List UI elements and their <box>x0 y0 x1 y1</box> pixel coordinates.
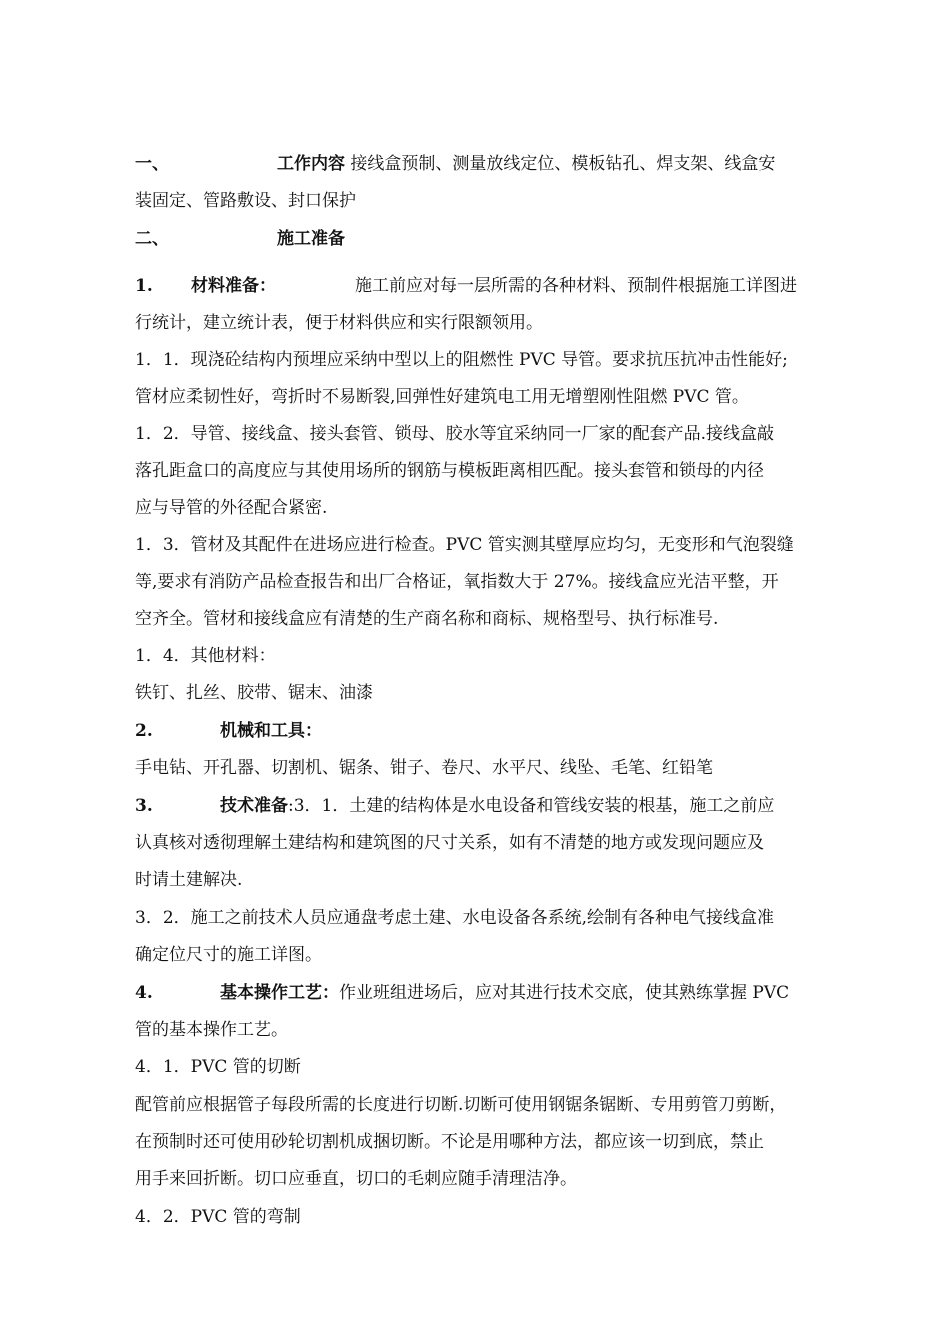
item-1-2-line-2: 落孔距盒口的高度应与其使用场所的钢筋与模板距离相匹配。接头套管和锁母的内径 <box>135 461 764 481</box>
item-2-heading <box>135 719 322 743</box>
item-4-1-line-2: 在预制时还可使用砂轮切割机成捆切断。不论是用哪种方法，都应该一切到底，禁止 <box>135 1132 764 1152</box>
item-3-number: 3. <box>135 796 153 816</box>
item-3-2-line-2: 确定位尺寸的施工详图。 <box>135 945 322 965</box>
item-1-3-line-3: 空齐全。管材和接线盒应有清楚的生产商名称和商标、规格型号、执行标准号. <box>135 609 719 629</box>
item-4-heading <box>135 981 789 1005</box>
item-1-number: 1. <box>135 276 153 296</box>
item-3-2-line-1: 3．2．施工之前技术人员应通盘考虑土建、水电设备各系统,绘制有各种电气接线盒准 <box>135 908 775 928</box>
item-1-1-line-1: 1．1．现浇砼结构内预埋应采纳中型以上的阻燃性 PVC 导管。要求抗压抗冲击性能好; <box>135 350 788 370</box>
item-3-heading <box>135 794 774 818</box>
section-2-number: 二、 <box>135 229 169 249</box>
item-2-text: 手电钻、开孔器、切割机、锯条、钳子、卷尺、水平尺、线坠、毛笔、红铅笔 <box>135 758 713 778</box>
item-1-1-line-2: 管材应柔韧性好，弯折时不易断裂,回弹性好建筑电工用无增塑刚性阻燃 PVC 管。 <box>135 387 749 407</box>
item-1-4-line-2: 铁钉、扎丝、胶带、锯末、油漆 <box>135 683 373 703</box>
section-1-text: 接线盒预制、测量放线定位、模板钻孔、焊支架、线盒安 <box>350 154 776 174</box>
item-1-heading <box>135 274 797 298</box>
item-4-2-heading: 4．2．PVC 管的弯制 <box>135 1207 301 1227</box>
item-4-1-heading: 4．1．PVC 管的切断 <box>135 1057 301 1077</box>
section-1-heading <box>135 152 775 176</box>
item-1-4-line-1: 1．4．其他材料： <box>135 646 276 666</box>
item-3-text-line-3: 时请土建解决. <box>135 870 243 890</box>
item-3-title: 技术准备 <box>220 796 288 816</box>
section-2-heading <box>135 227 345 251</box>
item-4-1-line-1: 配管前应根据管子每段所需的长度进行切断.切断可使用钢锯条锯断、专用剪管刀剪断， <box>135 1095 787 1115</box>
section-1-title: 工作内容 <box>277 154 345 174</box>
item-1-title: 材料准备： <box>191 276 276 296</box>
item-1-2-line-3: 应与导管的外径配合紧密. <box>135 498 328 518</box>
section-1-text-line-2: 装固定、管路敷设、封口保护 <box>135 191 356 211</box>
item-4-text: 作业班组进场后，应对其进行技术交底，使其熟练掌握 PVC <box>339 983 790 1003</box>
item-1-3-line-2: 等,要求有消防产品检查报告和出厂合格证，氧指数大于 27%。接线盒应光洁平整，开 <box>135 572 779 592</box>
item-1-text: 施工前应对每一层所需的各种材料、预制件根据施工详图进 <box>355 276 797 296</box>
item-4-1-line-3: 用手来回折断。切口应垂直，切口的毛刺应随手清理洁净。 <box>135 1169 577 1189</box>
section-1-number: 一、 <box>135 154 169 174</box>
item-4-number: 4. <box>135 983 153 1003</box>
item-1-2-line-1: 1．2．导管、接线盒、接头套管、锁母、胶水等宜采纳同一厂家的配套产品.接线盒敲 <box>135 424 775 444</box>
item-1-3-line-1: 1．3．管材及其配件在进场应进行检查。PVC 管实测其壁厚应均匀，无变形和气泡裂缝 <box>135 535 794 555</box>
section-2-title: 施工准备 <box>277 229 345 249</box>
item-3-text: :3．1．土建的结构体是水电设备和管线安装的根基，施工之前应 <box>288 796 775 816</box>
item-2-number: 2. <box>135 721 153 741</box>
item-3-text-line-2: 认真核对透彻理解土建结构和建筑图的尺寸关系，如有不清楚的地方或发现问题应及 <box>135 833 764 853</box>
item-2-title: 机械和工具： <box>220 721 322 741</box>
item-1-text-line-2: 行统计，建立统计表，便于材料供应和实行限额领用。 <box>135 313 543 333</box>
item-4-title: 基本操作工艺： <box>220 983 339 1003</box>
item-4-text-line-2: 管的基本操作工艺。 <box>135 1020 288 1040</box>
